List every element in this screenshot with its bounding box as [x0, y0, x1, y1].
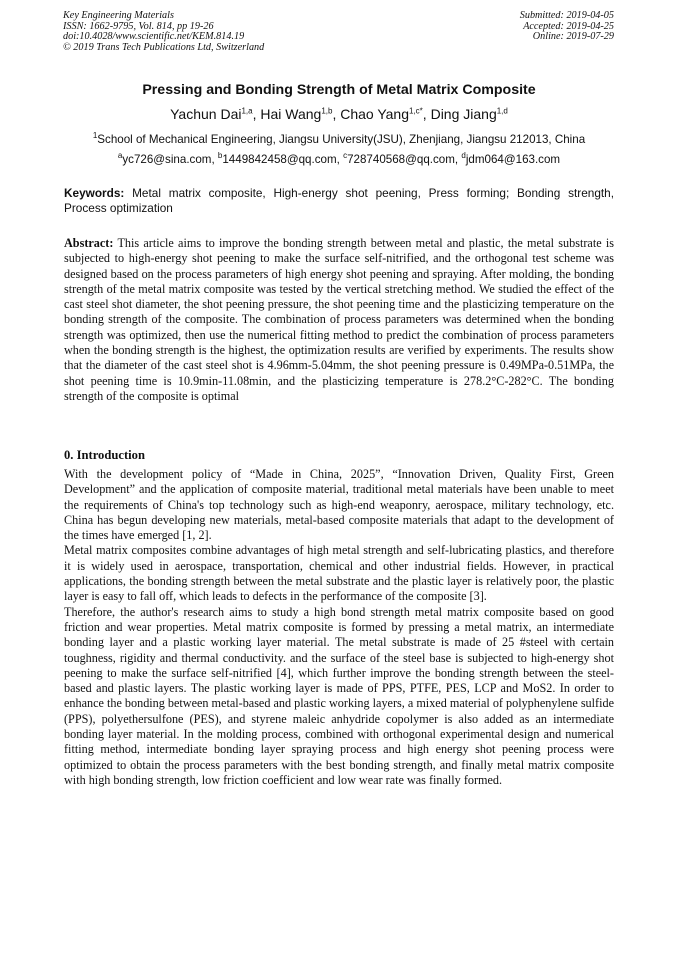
author-affiliation-mark: 1,c* [409, 106, 423, 116]
affiliation-mark: 1 [92, 131, 98, 141]
keywords [64, 186, 614, 216]
abstract [64, 236, 614, 404]
online-date: Online: 2019-07-29 [532, 31, 614, 43]
email-address[interactable]: yc726@sina.com [122, 153, 212, 166]
author-affiliation-mark: 1,b [321, 106, 333, 116]
submitted-date: Submitted: 2019-04-05 [519, 10, 614, 21]
paper-title: Pressing and Bonding Strength of Metal Matrix Composite [142, 82, 536, 98]
paragraph: Metal matrix composites combine advantages of high metal strength and self-lubricating plastics, and therefore it is widely used in aerospace, transportation, chemical and other industrial fields. However, in practical applications, the bonding strength between the metal substrate and the plastic layer is relatively poor, the plastic layer is easy to fall off, which leads to defects in the performance of the composite [3]. [64, 543, 614, 604]
accepted-date: Accepted: 2019-04-25 [523, 20, 614, 32]
abstract-text: This article aims to improve the bonding strength between metal and plastic, the metal substrate is subjected to high-energy shot peening to make the surface self-nitrified, and the orthogonal test scheme was designed based on the process parameters of high energy shot peening and spraying. After molding, the bonding strength of the metal matrix composite was tested by the vertical stretching method. We studied the effect of the cast steel shot diameter, the shot peening pressure, the shot peening time and the plasticizing temperature on the bonding strength of the composite. The combination of process parameters was determined when the bonding strength was optimized, then use the numerical fitting method to predict the combination of process parameters when the bonding strength is the highest, the optimization results are verified by experiments. The results show that the diameter of the cast steel shot is 4.96mm-5.04mm, the shot peening pressure is 0.49MPa-0.51MPa, the shot peening time is 10.9min-11.08min, and the plasticizing temperature is 278.2°C-282°C. The bonding strength of the composite is optimal [64, 236, 615, 403]
journal-name: Key Engineering Materials [63, 10, 174, 21]
email-address[interactable]: 1449842458@qq.com [222, 153, 337, 166]
journal-issn: ISSN: 1662-9795, Vol. 814, pp 19-26 [63, 20, 214, 32]
affiliation-text: School of Mechanical Engineering, Jiangsu University(JSU), Zhenjiang, Jiangsu 212013, China [97, 133, 586, 146]
author-name: Hai Wang [260, 106, 322, 122]
author-name: Yachun Dai [170, 106, 242, 122]
author-affiliation-mark: 1,d [496, 106, 508, 116]
paragraph: Therefore, the author's research aims to study a high bond strength metal matrix composite based on good friction and wear properties. Metal matrix composite is formed by pressing a metal matrix, an intermediate bonding layer and a plastic working layer material. The metal substrate is made of 25 #steel with certain toughness, rigidity and thermal conductivity. and the surface of the steel base is subjected to high-energy shot peening to make the surface self-nitrified [4], which further improve the bonding strength between the steel-based and plastic layers. The plastic working layer is made of PPS, PTFE, PES, LCP and MoS2. In order to enhance the bonding between metal-based and plastic working layers, a mixed material of polyphenylene sulfide (PPS), polyethersulfone (PES), and styrene maleic anhydride copolymer is also added as an intermediate bonding layer material. In the molding process, combined with orthogonal experimental design and numerical fitting method, intermediate bonding layer spraying process and high energy shot peening process were optimized to obtain the process parameters with the best bonding strength, and finally metal matrix composite with high bonding strength, low friction coefficient and low wear rate was finally formed. [64, 604, 614, 787]
keywords-text: Metal matrix composite, High-energy shot peening, Press forming; Bonding strength, Process optimization [64, 186, 614, 215]
affiliation [0, 133, 678, 146]
email-address[interactable]: jdm064@163.com [465, 153, 561, 166]
email-address[interactable]: 728740568@qq.com [347, 153, 455, 166]
author-name: Chao Yang [340, 106, 409, 122]
author-list: Yachun Dai$^{1,a}$, Hai Wang$^{1,b}$, Chao Yang$^{1,c*}$, Ding Jiang$^{1,d}$ [170, 106, 508, 122]
journal-doi: doi:10.4028/www.scientific.net/KEM.814.19 [63, 31, 245, 43]
email-mark: c [343, 151, 348, 161]
paragraph: With the development policy of “Made in China, 2025”, “Innovation Driven, Quality First, Green Development” and the application of composite material, traditional metal materials have been unable to meet the requirements of China's top technology such as high-end weaponry, aerospace, military technology, etc. China has begun developing new materials, metal-based composite materials that adapt to the development of the times have emerged [1, 2]. [64, 467, 614, 543]
journal-info [63, 11, 264, 53]
author-name: Ding Jiang [430, 106, 497, 122]
journal-copyright: © 2019 Trans Tech Publications Ltd, Switzerland [63, 41, 265, 53]
section-heading: 0. Introduction [64, 448, 145, 462]
abstract-label: Abstract: [64, 236, 114, 250]
email-mark: d [461, 151, 466, 161]
author-affiliation-mark: 1,a [241, 106, 253, 116]
submission-dates [520, 11, 614, 43]
email-list: $^a$yc726@sina.com, $^b$1449842458@qq.com, $^c$728740568@qq.com, $^d$jdm064@163.com [117, 151, 561, 166]
email-mark: b [217, 151, 223, 161]
keywords-label: Keywords: [64, 186, 125, 200]
email-mark: a [117, 151, 123, 161]
introduction-body [64, 467, 614, 788]
